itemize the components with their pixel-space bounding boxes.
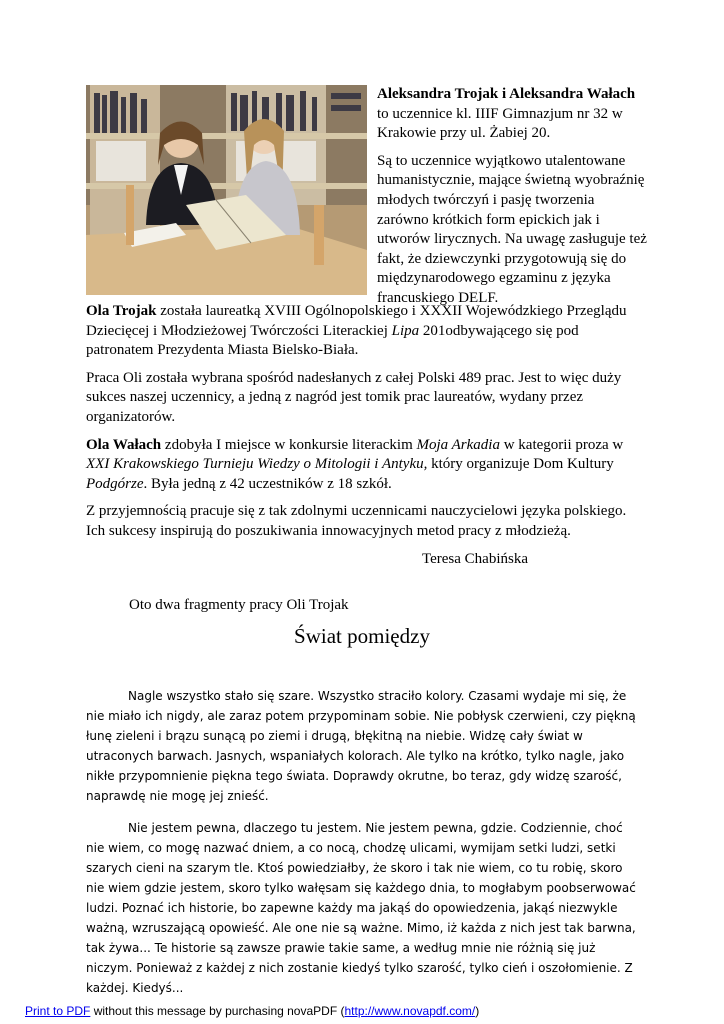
photo-two-girls-reading [86,85,367,295]
photo-illustration [86,85,367,295]
intro-paragraph-1 [377,85,649,144]
story-paragraph-1: Nagle wszystko stało się szare. Wszystko straciło kolory. Czasami wydaje mi się, że nie miało ich nigdy, ale zaraz potem przypominam sobie. Nie pobłysk czerwieni, czy piękną łunę zieleni i brązu sunącą po ziemi i drugą, błękitną na niebie. Widzę cały świat w utraconych barwach. Jasnych, wspaniałych kolorach. Ale tylko na krótko, tylko nagle, jako nikłe przypomnienie piękna tego świata. Doprawdy okrutne, bo teraz, gdy widzę szarość, naprawdę nie mogę jej znieść. [86,689,636,804]
pdf-footer [25,1004,479,1018]
italic-lipa: Lipa [391,322,420,339]
story-paragraph-2: Nie jestem pewna, dlaczego tu jestem. Nie jestem pewna, gdzie. Codziennie, choć nie wiem, co mogę nazwać dniem, a co nocą, chodzę ulicami, wymijam setki ludzi, setki szarych cieni na szarym tle. Ktoś powiedziałby, że skoro i tak nie wiem, co tu robię, skoro nie wiem gdzie jestem, skoro tylko wałęsam się każdego dnia, to mogłabym poobserwować ludzi. Poznać ich historie, bo zapewne każdy ma jakąś do opowiedzenia, jakąś niezwykle ważną, wzruszającą opowieść. Ale one nie są ważne. Mimo, iż każda z nich jest tak barwna, tak żywa... Te historie są zawsze prawie takie same, a według mnie nie różnią się już niczym. Ponieważ z każdej z nich zostanie kiedyś tylko szarość, tylko cień i oszołomienie. Z każdej. Kiedyś... [86,820,636,996]
paragraph-selection: Praca Oli została wybrana spośród nadesłanych z całej Polski 489 prac. Jest to więc duży sukces naszej uczennicy, a jedną z nagród jest tomik prac laureatów, wydany przez organizatorów. [86,369,622,425]
footer-end: ) [475,1004,480,1018]
text-segment: zdobyła I miejsce w konkursie literackim [161,436,417,453]
student-names: Aleksandra Trojak i Aleksandra Wałach [377,86,636,102]
text-segment: została laureatką XVIII Ogólnopolskiego i XXXII Wojewódzkiego Przeglądu Dziecięcej i Młodzieżowej Twórczości Literackiej [86,303,627,339]
name-ola-trojak: Ola Trojak [86,303,157,319]
intro-paragraph-2: Są to uczennice wyjątkowo utalentowane humanistycznie, mające świetną wyobraźnię młodych twórczyń i pasję tworzenia zarówno krótkich form epickich jak i utworów lirycznych. Na uwagę zasługuje też fakt, że dziewczynki przygotowują się do międzynarodowego egzaminu z języka francuskiego DELF. [377,152,647,306]
story-text [86,686,636,1009]
fragments-intro: Oto dwa fragmenty pracy Oli Trojak [129,597,349,613]
intro-text-block [377,85,649,317]
novapdf-link[interactable]: http://www.novapdf.com/ [344,1004,476,1018]
signature: Teresa Chabińska [422,550,528,567]
footer-text: without this message by purchasing novaPDF ( [90,1004,345,1018]
text-segment: w kategorii proza w [499,436,624,453]
print-to-pdf-link[interactable]: Print to PDF [25,1004,91,1018]
text-segment: który organizuje Dom Kultury [427,456,614,473]
text-segment: . Była jedną z 42 uczestników z 18 szkół. [143,475,392,492]
paragraph-ola-walach [86,436,646,495]
intro-line: to uczennice kl. IIIF Gimnazjum nr 32 w Krakowie przy ul. Żabiej 20. [377,105,623,142]
italic-moja-arkadia: Moja Arkadia [416,436,500,453]
name-ola-walach: Ola Wałach [86,436,162,453]
story-title: Świat pomiędzy [294,624,430,648]
paragraph-closing: Z przyjemnością pracuje się z tak zdolnymi uczennicami nauczycielowi języka polskiego. Ich sukcesy inspirują do poszukiwania innowacyjnych metod pracy z młodzieżą. [86,503,627,539]
italic-turniej: XXI Krakowskiego Turnieju Wiedzy o Mitologii i Antyku, [86,456,428,473]
italic-podgorze: Podgórze [86,475,144,492]
text-segment: 201odbywającego się pod patronatem Prezydenta Miasta Bielsko-Biała. [86,322,579,359]
article-body [86,302,646,577]
paragraph-ola-trojak [86,302,646,361]
